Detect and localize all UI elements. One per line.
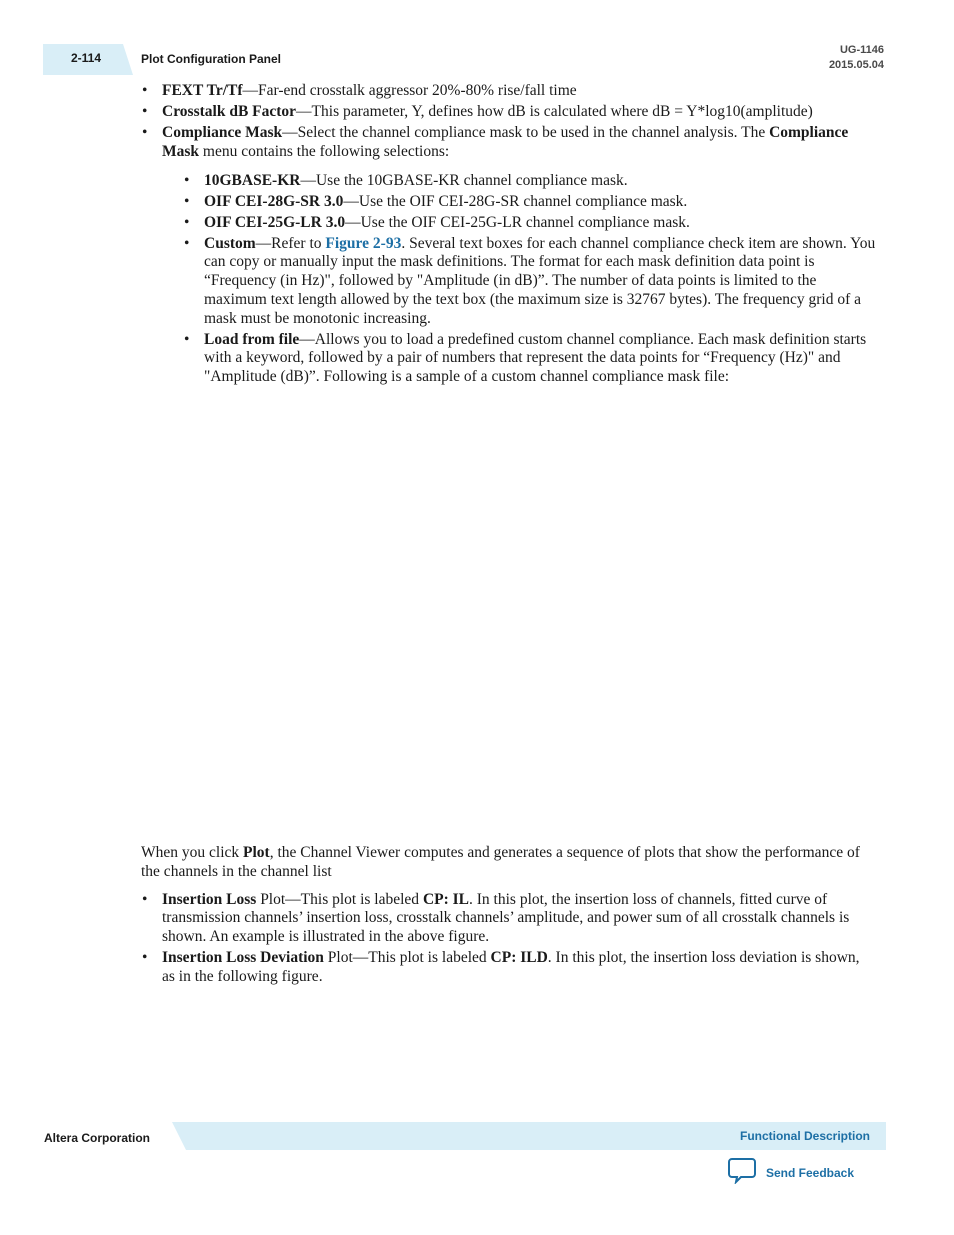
send-feedback-link[interactable]	[728, 1158, 854, 1188]
term: Load from file	[204, 330, 300, 348]
footer-corporation: Altera Corporation	[44, 1131, 151, 1145]
description: —Select the channel compliance mask to be used in the channel analysis. The	[282, 123, 770, 141]
description: —Use the OIF CEI-25G-LR channel compliance mask.	[345, 213, 690, 231]
text: . In this plot, the insertion loss of channels, fitted curve of transmission channels’ insertion loss, crosstalk channels’ amplitude, and power sum of all crosstalk channels is shown. An example is illustrated in the above figure.	[162, 890, 850, 946]
description: —Use the 10GBASE-KR channel compliance mask.	[300, 171, 628, 189]
description: —This parameter, Y, defines how dB is calculated where dB = Y*log10(amplitude)	[296, 102, 813, 120]
footer-section-link[interactable]: Functional Description	[739, 1129, 870, 1143]
list-item	[141, 103, 876, 122]
figure-link[interactable]: Figure 2-93	[325, 234, 402, 252]
text: . In this plot, the insertion loss deviation is shown, as in the following figure.	[162, 949, 860, 985]
description: menu contains the following selections:	[199, 142, 450, 160]
text: Plot—This plot is labeled	[256, 890, 423, 908]
term: Compliance Mask	[162, 123, 849, 160]
term: FEXT Tr/Tf	[162, 82, 243, 99]
list-item	[183, 214, 876, 233]
text: When you click	[141, 844, 244, 861]
term: OIF CEI-28G-SR 3.0	[204, 192, 344, 210]
term: 10GBASE-KR	[204, 171, 301, 189]
send-feedback-label: Send Feedback	[766, 1166, 855, 1180]
compliance-mask-options	[183, 172, 876, 388]
term: Compliance Mask	[162, 123, 283, 141]
main-content	[141, 82, 876, 389]
list-item	[183, 193, 876, 212]
speech-bubble-icon	[728, 1157, 756, 1189]
term: OIF CEI-25G-LR 3.0	[204, 213, 346, 231]
term: Custom	[204, 234, 256, 252]
list-item	[141, 82, 876, 101]
description: —Far-end crosstalk aggressor 20%-80% rise/fall time	[242, 82, 577, 99]
term: Crosstalk dB Factor	[162, 102, 297, 120]
text: Plot—This plot is labeled	[323, 949, 491, 967]
parameter-list	[141, 82, 876, 387]
description: —Refer to	[255, 234, 326, 252]
term: Plot	[243, 844, 270, 861]
text: , the Channel Viewer computes and generates a sequence of plots that show the performance of the channels in the channel list	[141, 844, 860, 880]
list-item	[183, 172, 876, 191]
doc-id	[829, 43, 884, 73]
plot-section	[141, 844, 876, 989]
list-item	[183, 331, 876, 387]
doc-date: 2015.05.04	[828, 59, 884, 71]
plot-label: CP: IL	[422, 890, 470, 908]
section-title: Plot Configuration Panel	[141, 52, 281, 66]
list-item	[141, 949, 876, 987]
description: . Several text boxes for each channel compliance check item are shown. You can copy or manually input the mask definitions. The format for each mask definition data point is “Frequency (in Hz)", followed by "Amplitude (in dB)”. The number of data points is limited to the maximum text length allowed by the text box (the maximum size is 32767 bytes). The frequency grid of a mask must be monotonic increasing.	[204, 234, 876, 327]
plot-paragraph	[141, 844, 876, 882]
list-item	[183, 235, 876, 329]
plot-list	[141, 891, 876, 987]
description: —Use the OIF CEI-28G-SR channel compliance mask.	[343, 192, 688, 210]
list-item	[141, 891, 876, 947]
term: Insertion Loss Deviation	[162, 949, 324, 967]
plot-label: CP: ILD	[490, 949, 548, 967]
doc-id-number: UG-1146	[839, 44, 884, 56]
description: —Allows you to load a predefined custom channel compliance. Each mask definition starts with a keyword, followed by a pair of numbers that represent the data points for “Frequency (Hz)" and "Amplitude (dB)”. Following is a sample of a custom channel compliance mask file:	[204, 330, 867, 386]
term: Insertion Loss	[162, 890, 257, 908]
page-number: 2-114	[71, 51, 102, 65]
list-item	[141, 124, 876, 387]
